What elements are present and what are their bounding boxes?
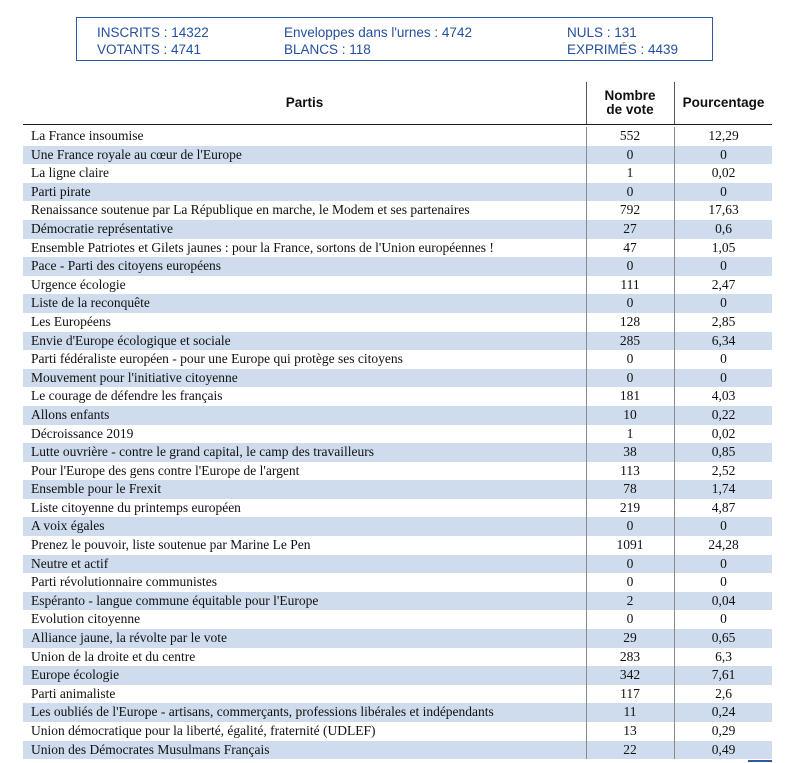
nuls-stat: NULS : 131 xyxy=(567,25,637,40)
vote-percentage: 0,65 xyxy=(711,630,736,646)
header-divider xyxy=(674,82,675,124)
table-row xyxy=(23,220,772,239)
column-divider xyxy=(586,443,587,462)
vote-percentage: 17,63 xyxy=(708,202,739,218)
vote-count: 552 xyxy=(619,128,641,143)
vote-percentage: 0,04 xyxy=(711,592,736,608)
vote-count: 22 xyxy=(623,741,637,757)
vote-percentage: 0,6 xyxy=(715,220,732,236)
table-row xyxy=(23,369,772,388)
column-divider xyxy=(586,406,587,425)
vote-percentage: 0 xyxy=(720,146,727,162)
party-name: La France insoumise xyxy=(31,128,144,143)
table-row xyxy=(23,387,772,406)
vote-percentage: 0,02 xyxy=(711,425,736,441)
vote-count: 0 xyxy=(626,611,634,627)
vote-count: 0 xyxy=(626,518,634,534)
party-name: Espéranto - langue commune équitable pour l'Europe xyxy=(31,592,319,608)
column-divider xyxy=(674,201,675,220)
column-divider xyxy=(674,610,675,629)
party-name: Evolution citoyenne xyxy=(31,611,141,627)
vote-percentage: 2,6 xyxy=(715,685,732,701)
party-name: Prenez le pouvoir, liste soutenue par Marine Le Pen xyxy=(31,537,311,553)
column-divider xyxy=(586,313,587,332)
column-divider xyxy=(586,648,587,667)
table-row xyxy=(23,239,772,258)
vote-count: 2 xyxy=(626,592,634,608)
vote-count: 78 xyxy=(623,481,637,497)
header-percentage: Pourcentage xyxy=(682,95,765,110)
column-divider xyxy=(674,685,675,704)
vote-percentage: 0,85 xyxy=(711,444,736,460)
party-name: Union démocratique pour la liberté, égalité, fraternité (UDLEF) xyxy=(31,723,376,738)
table-row xyxy=(23,648,772,667)
vote-count: 47 xyxy=(623,239,637,255)
header-votes xyxy=(586,82,674,124)
vote-count: 1 xyxy=(626,165,634,181)
table-row xyxy=(23,462,772,481)
vote-count: 27 xyxy=(623,220,637,236)
vote-percentage: 12,29 xyxy=(708,128,739,143)
column-divider xyxy=(586,425,587,444)
vote-count: 283 xyxy=(619,648,641,664)
vote-count: 13 xyxy=(623,723,637,738)
vote-percentage: 0 xyxy=(720,574,727,590)
column-divider xyxy=(674,369,675,388)
party-name: Décroissance 2019 xyxy=(31,425,134,441)
column-divider xyxy=(586,332,587,351)
vote-count: 29 xyxy=(623,630,637,646)
column-divider xyxy=(586,146,587,165)
column-divider xyxy=(674,443,675,462)
table-header xyxy=(23,82,772,125)
column-divider xyxy=(586,462,587,481)
table-row xyxy=(23,294,772,313)
column-divider xyxy=(674,648,675,667)
vote-count: 219 xyxy=(619,499,641,515)
party-name: Parti fédéraliste européen - pour une Europe qui protège ses citoyens xyxy=(31,351,403,367)
column-divider xyxy=(674,517,675,536)
party-name: Renaissance soutenue par La République en marche, le Modem et ses partenaires xyxy=(31,202,470,218)
vote-percentage: 0,22 xyxy=(711,406,736,422)
column-divider xyxy=(586,183,587,202)
column-divider xyxy=(674,573,675,592)
party-name: Pour l'Europe des gens contre l'Europe de l'argent xyxy=(31,462,300,478)
table-row xyxy=(23,592,772,611)
party-name: Le courage de défendre les français xyxy=(31,388,223,404)
table-row xyxy=(23,425,772,444)
vote-percentage: 2,85 xyxy=(711,313,736,329)
inscrits-stat: INSCRITS : 14322 xyxy=(97,25,209,40)
table-row xyxy=(23,666,772,685)
column-divider xyxy=(674,536,675,555)
column-divider xyxy=(586,555,587,574)
vote-percentage: 4,87 xyxy=(711,499,736,515)
vote-count: 0 xyxy=(626,258,634,274)
table-row xyxy=(23,703,772,722)
corner-mark xyxy=(748,760,772,762)
column-divider xyxy=(674,183,675,202)
column-divider xyxy=(586,722,587,741)
party-name: Ensemble Patriotes et Gilets jaunes : pour la France, sortons de l'Union européennes ! xyxy=(31,239,494,255)
column-divider xyxy=(586,350,587,369)
column-divider xyxy=(586,387,587,406)
party-name: Envie d'Europe écologique et sociale xyxy=(31,332,231,348)
table-row xyxy=(23,480,772,499)
party-name: Les oubliés de l'Europe - artisans, commerçants, professions libérales et indépendants xyxy=(31,704,494,720)
party-name: Ensemble pour le Frexit xyxy=(31,481,162,497)
vote-percentage: 0 xyxy=(720,295,727,311)
party-name: A voix égales xyxy=(31,518,105,534)
table-row xyxy=(23,443,772,462)
vote-count: 0 xyxy=(626,555,634,571)
table-row xyxy=(23,313,772,332)
column-divider xyxy=(674,220,675,239)
table-row xyxy=(23,146,772,165)
party-name: Parti révolutionnaire communistes xyxy=(31,574,217,590)
column-divider xyxy=(674,313,675,332)
table-row xyxy=(23,517,772,536)
vote-count: 285 xyxy=(619,332,641,348)
table-row xyxy=(23,350,772,369)
table-row xyxy=(23,536,772,555)
party-name: Mouvement pour l'initiative citoyenne xyxy=(31,369,238,385)
table-row xyxy=(23,183,772,202)
vote-count: 117 xyxy=(620,685,640,701)
table-row xyxy=(23,610,772,629)
column-divider xyxy=(674,406,675,425)
column-divider xyxy=(586,220,587,239)
party-name: Liste de la reconquête xyxy=(31,295,150,311)
column-divider xyxy=(674,257,675,276)
vote-percentage: 2,52 xyxy=(711,462,736,478)
column-divider xyxy=(586,239,587,258)
party-name: Lutte ouvrière - contre le grand capital, le camp des travailleurs xyxy=(31,444,374,460)
vote-count: 11 xyxy=(623,704,637,720)
party-name: Allons enfants xyxy=(31,406,110,422)
vote-count: 10 xyxy=(623,406,637,422)
table-row xyxy=(23,257,772,276)
vote-count: 342 xyxy=(619,667,641,683)
vote-percentage: 0 xyxy=(720,369,727,385)
vote-count: 0 xyxy=(626,183,634,199)
vote-percentage: 6,3 xyxy=(715,648,732,664)
column-divider xyxy=(674,387,675,406)
column-divider xyxy=(586,592,587,611)
column-divider xyxy=(586,517,587,536)
table-row xyxy=(23,332,772,351)
column-divider xyxy=(586,480,587,499)
column-divider xyxy=(674,480,675,499)
party-name: Urgence écologie xyxy=(31,276,126,292)
vote-percentage: 4,03 xyxy=(711,388,736,404)
party-name: Liste citoyenne du printemps européen xyxy=(31,499,241,515)
table-row xyxy=(23,201,772,220)
table-row xyxy=(23,629,772,648)
table-row xyxy=(23,406,772,425)
table-row xyxy=(23,499,772,518)
table-row xyxy=(23,722,772,741)
vote-count: 0 xyxy=(626,295,634,311)
column-divider xyxy=(586,127,587,146)
column-divider xyxy=(586,294,587,313)
column-divider xyxy=(674,666,675,685)
party-name: Union de la droite et du centre xyxy=(31,648,196,664)
vote-percentage: 1,74 xyxy=(711,481,736,497)
column-divider xyxy=(674,164,675,183)
table-row xyxy=(23,555,772,574)
vote-percentage: 7,61 xyxy=(711,667,736,683)
vote-percentage: 0 xyxy=(720,183,727,199)
vote-count: 0 xyxy=(626,351,634,367)
column-divider xyxy=(674,499,675,518)
table-row xyxy=(23,164,772,183)
column-divider xyxy=(674,741,675,760)
column-divider xyxy=(586,201,587,220)
column-divider xyxy=(674,555,675,574)
vote-percentage: 2,47 xyxy=(711,276,736,292)
column-divider xyxy=(674,350,675,369)
vote-percentage: 0 xyxy=(720,611,727,627)
header-votes-line1: Nombre xyxy=(604,88,656,103)
votants-stat: VOTANTS : 4741 xyxy=(97,42,202,57)
column-divider xyxy=(586,499,587,518)
vote-percentage: 0 xyxy=(720,351,727,367)
party-name: Les Européens xyxy=(31,313,111,329)
column-divider xyxy=(674,276,675,295)
party-name: Neutre et actif xyxy=(31,555,109,571)
column-divider xyxy=(586,703,587,722)
table-row xyxy=(23,685,772,704)
vote-percentage: 0 xyxy=(720,258,727,274)
vote-percentage: 0,49 xyxy=(711,741,736,757)
column-divider xyxy=(674,294,675,313)
column-divider xyxy=(674,592,675,611)
vote-percentage: 0,24 xyxy=(711,704,736,720)
vote-count: 128 xyxy=(619,313,641,329)
vote-percentage: 0 xyxy=(720,518,727,534)
party-name: La ligne claire xyxy=(31,165,109,181)
vote-percentage: 24,28 xyxy=(708,537,739,553)
table-row xyxy=(23,741,772,760)
table-row xyxy=(23,127,772,146)
column-divider xyxy=(674,425,675,444)
blancs-stat: BLANCS : 118 xyxy=(284,42,371,57)
vote-count: 113 xyxy=(620,462,640,478)
party-name: Union des Démocrates Musulmans Français xyxy=(31,741,270,757)
column-divider xyxy=(586,257,587,276)
column-divider xyxy=(674,722,675,741)
vote-percentage: 1,05 xyxy=(711,239,736,255)
column-divider xyxy=(674,462,675,481)
header-divider xyxy=(586,82,587,124)
party-name: Pace - Parti des citoyens européens xyxy=(31,258,222,274)
column-divider xyxy=(586,666,587,685)
vote-count: 1091 xyxy=(616,537,644,553)
table-body xyxy=(23,127,772,759)
vote-count: 181 xyxy=(619,388,641,404)
column-divider xyxy=(586,685,587,704)
column-divider xyxy=(674,239,675,258)
header-party: Partis xyxy=(285,95,324,110)
column-divider xyxy=(674,127,675,146)
column-divider xyxy=(586,536,587,555)
column-divider xyxy=(586,610,587,629)
column-divider xyxy=(674,332,675,351)
summary-box xyxy=(76,17,713,61)
vote-percentage: 0 xyxy=(720,555,727,571)
party-name: Démocratie représentative xyxy=(31,220,174,236)
column-divider xyxy=(586,629,587,648)
vote-percentage: 0,02 xyxy=(711,165,736,181)
column-divider xyxy=(674,146,675,165)
vote-count: 38 xyxy=(623,444,637,460)
results-table xyxy=(23,82,772,759)
vote-percentage: 6,34 xyxy=(711,332,736,348)
vote-percentage: 0,29 xyxy=(711,723,736,738)
header-votes-line2: de vote xyxy=(606,102,654,117)
table-row xyxy=(23,573,772,592)
vote-count: 0 xyxy=(626,574,634,590)
table-row xyxy=(23,276,772,295)
column-divider xyxy=(674,703,675,722)
column-divider xyxy=(586,741,587,760)
vote-count: 792 xyxy=(619,202,641,218)
party-name: Europe écologie xyxy=(31,667,120,683)
exprimes-stat: EXPRIMÉS : 4439 xyxy=(567,42,679,57)
vote-count: 0 xyxy=(626,369,634,385)
vote-count: 111 xyxy=(620,276,640,292)
vote-count: 1 xyxy=(626,425,634,441)
enveloppes-stat: Enveloppes dans l'urnes : 4742 xyxy=(284,25,472,40)
column-divider xyxy=(674,629,675,648)
party-name: Parti pirate xyxy=(31,183,91,199)
column-divider xyxy=(586,276,587,295)
column-divider xyxy=(586,369,587,388)
column-divider xyxy=(586,573,587,592)
party-name: Alliance jaune, la révolte par le vote xyxy=(31,630,228,646)
column-divider xyxy=(586,164,587,183)
party-name: Parti animaliste xyxy=(31,685,116,701)
party-name: Une France royale au cœur de l'Europe xyxy=(31,146,242,162)
vote-count: 0 xyxy=(626,146,634,162)
